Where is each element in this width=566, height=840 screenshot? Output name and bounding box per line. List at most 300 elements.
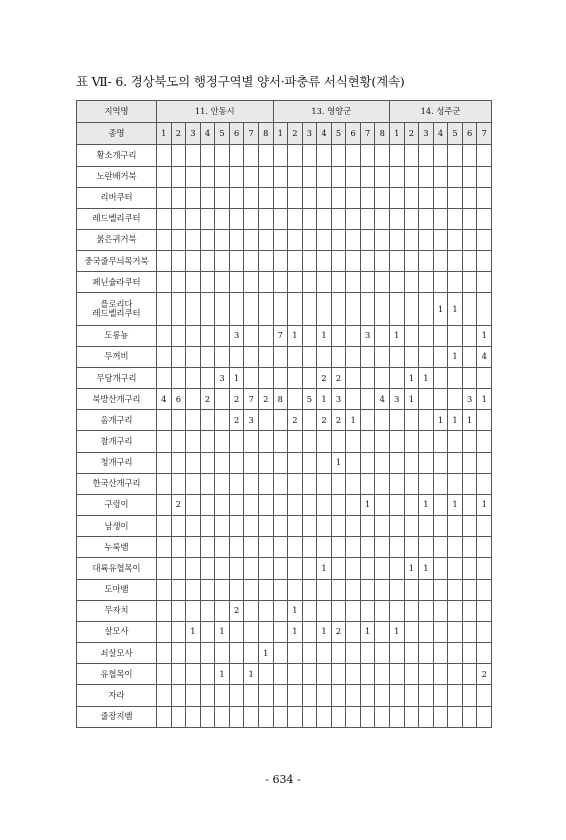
count-cell bbox=[186, 368, 201, 389]
species-name: 무당개구리 bbox=[77, 368, 157, 389]
count-cell bbox=[419, 346, 434, 367]
count-cell: 1 bbox=[448, 494, 463, 515]
count-cell bbox=[419, 145, 434, 166]
count-cell bbox=[462, 537, 477, 558]
count-cell bbox=[171, 685, 186, 706]
table-row bbox=[77, 558, 492, 579]
table-row bbox=[77, 452, 492, 473]
count-cell bbox=[200, 452, 215, 473]
count-cell bbox=[302, 579, 317, 600]
count-cell bbox=[273, 579, 288, 600]
table-row bbox=[77, 346, 492, 367]
count-cell bbox=[390, 516, 405, 537]
count-cell bbox=[390, 706, 405, 728]
count-cell bbox=[229, 187, 244, 208]
count-cell: 1 bbox=[390, 621, 405, 642]
species-name: 페닌슐라쿠터 bbox=[77, 272, 157, 293]
count-cell bbox=[157, 600, 172, 621]
count-cell bbox=[200, 664, 215, 685]
count-cell bbox=[433, 229, 448, 250]
count-cell bbox=[375, 145, 390, 166]
count-cell bbox=[462, 579, 477, 600]
count-cell: 1 bbox=[229, 368, 244, 389]
count-cell bbox=[419, 325, 434, 346]
count-cell bbox=[273, 706, 288, 728]
count-cell bbox=[302, 558, 317, 579]
count-cell bbox=[331, 251, 346, 272]
count-cell bbox=[375, 558, 390, 579]
column-number: 8 bbox=[375, 123, 390, 145]
count-cell bbox=[273, 368, 288, 389]
count-cell bbox=[360, 431, 375, 452]
count-cell bbox=[273, 516, 288, 537]
count-cell bbox=[360, 346, 375, 367]
count-cell bbox=[258, 293, 273, 325]
count-cell bbox=[288, 473, 303, 494]
count-cell bbox=[404, 187, 419, 208]
count-cell bbox=[288, 516, 303, 537]
count-cell bbox=[200, 208, 215, 229]
count-cell bbox=[171, 452, 186, 473]
column-number: 4 bbox=[433, 123, 448, 145]
count-cell bbox=[157, 494, 172, 515]
count-cell bbox=[317, 494, 332, 515]
habitat-table bbox=[76, 100, 492, 728]
count-cell bbox=[433, 516, 448, 537]
count-cell bbox=[448, 516, 463, 537]
count-cell bbox=[419, 643, 434, 664]
column-number: 2 bbox=[404, 123, 419, 145]
count-cell bbox=[375, 293, 390, 325]
count-cell bbox=[258, 473, 273, 494]
count-cell bbox=[433, 272, 448, 293]
table-row bbox=[77, 208, 492, 229]
count-cell bbox=[390, 431, 405, 452]
count-cell bbox=[186, 208, 201, 229]
count-cell: 1 bbox=[244, 664, 259, 685]
count-cell bbox=[171, 145, 186, 166]
count-cell bbox=[448, 251, 463, 272]
count-cell bbox=[404, 643, 419, 664]
count-cell bbox=[462, 664, 477, 685]
table-caption: 표 Ⅶ- 6. 경상북도의 행정구역별 양서·파충류 서식현황(계속) bbox=[76, 74, 405, 89]
species-name: 리버쿠터 bbox=[77, 187, 157, 208]
count-cell bbox=[244, 494, 259, 515]
count-cell bbox=[288, 389, 303, 410]
count-cell bbox=[186, 579, 201, 600]
count-cell bbox=[419, 272, 434, 293]
count-cell bbox=[302, 368, 317, 389]
count-cell bbox=[157, 452, 172, 473]
count-cell bbox=[375, 187, 390, 208]
count-cell bbox=[317, 579, 332, 600]
count-cell bbox=[302, 166, 317, 187]
count-cell bbox=[346, 452, 361, 473]
species-name: 북방산개구리 bbox=[77, 389, 157, 410]
column-number: 4 bbox=[200, 123, 215, 145]
count-cell bbox=[462, 706, 477, 728]
count-cell bbox=[360, 251, 375, 272]
count-cell bbox=[229, 664, 244, 685]
count-cell bbox=[404, 600, 419, 621]
count-cell bbox=[360, 473, 375, 494]
count-cell: 3 bbox=[215, 368, 230, 389]
count-cell bbox=[404, 685, 419, 706]
count-cell bbox=[302, 272, 317, 293]
count-cell: 1 bbox=[288, 325, 303, 346]
count-cell bbox=[229, 293, 244, 325]
species-name: 살모사 bbox=[77, 621, 157, 642]
count-cell bbox=[317, 272, 332, 293]
count-cell bbox=[157, 293, 172, 325]
column-number: 7 bbox=[477, 123, 492, 145]
count-cell bbox=[419, 431, 434, 452]
count-cell bbox=[419, 410, 434, 431]
count-cell bbox=[258, 516, 273, 537]
count-cell bbox=[229, 272, 244, 293]
count-cell bbox=[200, 537, 215, 558]
count-cell bbox=[302, 452, 317, 473]
count-cell bbox=[360, 452, 375, 473]
count-cell bbox=[288, 431, 303, 452]
species-name: 쇠살모사 bbox=[77, 643, 157, 664]
count-cell: 1 bbox=[419, 368, 434, 389]
count-cell bbox=[477, 516, 492, 537]
count-cell bbox=[215, 251, 230, 272]
table-row bbox=[77, 251, 492, 272]
count-cell bbox=[375, 579, 390, 600]
count-cell bbox=[171, 272, 186, 293]
count-cell bbox=[215, 685, 230, 706]
count-cell bbox=[433, 537, 448, 558]
count-cell bbox=[477, 452, 492, 473]
count-cell bbox=[390, 272, 405, 293]
count-cell bbox=[215, 389, 230, 410]
count-cell bbox=[317, 346, 332, 367]
count-cell: 3 bbox=[390, 389, 405, 410]
count-cell bbox=[390, 558, 405, 579]
count-cell bbox=[346, 346, 361, 367]
count-cell: 1 bbox=[288, 621, 303, 642]
count-cell bbox=[288, 494, 303, 515]
count-cell bbox=[288, 346, 303, 367]
count-cell: 1 bbox=[448, 346, 463, 367]
count-cell bbox=[448, 452, 463, 473]
count-cell: 1 bbox=[390, 325, 405, 346]
count-cell bbox=[186, 346, 201, 367]
count-cell bbox=[390, 368, 405, 389]
count-cell: 2 bbox=[200, 389, 215, 410]
count-cell bbox=[229, 208, 244, 229]
count-cell bbox=[273, 145, 288, 166]
count-cell bbox=[477, 643, 492, 664]
count-cell bbox=[229, 346, 244, 367]
count-cell bbox=[390, 452, 405, 473]
count-cell bbox=[462, 452, 477, 473]
count-cell bbox=[346, 494, 361, 515]
count-cell bbox=[200, 494, 215, 515]
count-cell bbox=[433, 145, 448, 166]
count-cell bbox=[360, 600, 375, 621]
count-cell bbox=[433, 325, 448, 346]
count-cell bbox=[215, 706, 230, 728]
count-cell bbox=[288, 166, 303, 187]
count-cell bbox=[215, 346, 230, 367]
count-cell bbox=[157, 537, 172, 558]
count-cell bbox=[171, 516, 186, 537]
count-cell bbox=[390, 187, 405, 208]
count-cell bbox=[375, 516, 390, 537]
count-cell bbox=[375, 431, 390, 452]
count-cell bbox=[200, 621, 215, 642]
count-cell bbox=[346, 473, 361, 494]
count-cell bbox=[302, 187, 317, 208]
count-cell bbox=[346, 325, 361, 346]
count-cell bbox=[404, 494, 419, 515]
count-cell bbox=[448, 579, 463, 600]
count-cell bbox=[244, 643, 259, 664]
count-cell bbox=[462, 166, 477, 187]
count-cell bbox=[244, 621, 259, 642]
count-cell bbox=[229, 494, 244, 515]
count-cell bbox=[215, 643, 230, 664]
count-cell: 7 bbox=[244, 389, 259, 410]
count-cell bbox=[346, 516, 361, 537]
count-cell bbox=[462, 368, 477, 389]
count-cell bbox=[200, 272, 215, 293]
count-cell bbox=[273, 537, 288, 558]
column-number: 3 bbox=[419, 123, 434, 145]
count-cell bbox=[229, 145, 244, 166]
count-cell bbox=[244, 325, 259, 346]
count-cell bbox=[186, 452, 201, 473]
count-cell bbox=[404, 516, 419, 537]
count-cell bbox=[157, 621, 172, 642]
count-cell bbox=[419, 516, 434, 537]
count-cell bbox=[448, 229, 463, 250]
count-cell bbox=[462, 346, 477, 367]
count-cell bbox=[157, 166, 172, 187]
count-cell bbox=[433, 600, 448, 621]
count-cell: 2 bbox=[331, 410, 346, 431]
count-cell bbox=[215, 410, 230, 431]
count-cell bbox=[390, 346, 405, 367]
table-row bbox=[77, 643, 492, 664]
table-row bbox=[77, 389, 492, 410]
count-cell: 1 bbox=[346, 410, 361, 431]
count-cell bbox=[273, 229, 288, 250]
count-cell bbox=[477, 473, 492, 494]
table-row bbox=[77, 272, 492, 293]
count-cell bbox=[433, 643, 448, 664]
count-cell bbox=[171, 368, 186, 389]
count-cell bbox=[317, 145, 332, 166]
count-cell bbox=[433, 452, 448, 473]
column-number: 3 bbox=[302, 123, 317, 145]
count-cell bbox=[157, 251, 172, 272]
corner-species-label: 종명 bbox=[77, 123, 157, 145]
count-cell bbox=[462, 272, 477, 293]
count-cell bbox=[375, 685, 390, 706]
count-cell bbox=[360, 389, 375, 410]
count-cell bbox=[215, 558, 230, 579]
column-number: 5 bbox=[331, 123, 346, 145]
count-cell bbox=[346, 579, 361, 600]
count-cell bbox=[462, 516, 477, 537]
column-number: 6 bbox=[346, 123, 361, 145]
count-cell bbox=[215, 431, 230, 452]
count-cell bbox=[215, 166, 230, 187]
species-name: 한국산개구리 bbox=[77, 473, 157, 494]
count-cell bbox=[448, 389, 463, 410]
count-cell bbox=[215, 494, 230, 515]
count-cell bbox=[215, 537, 230, 558]
count-cell bbox=[404, 537, 419, 558]
count-cell bbox=[419, 621, 434, 642]
count-cell bbox=[186, 473, 201, 494]
count-cell: 2 bbox=[317, 368, 332, 389]
count-cell bbox=[171, 166, 186, 187]
count-cell bbox=[244, 473, 259, 494]
count-cell bbox=[433, 389, 448, 410]
count-cell bbox=[302, 431, 317, 452]
count-cell bbox=[186, 643, 201, 664]
count-cell bbox=[360, 664, 375, 685]
count-cell bbox=[215, 516, 230, 537]
count-cell bbox=[477, 410, 492, 431]
count-cell bbox=[331, 431, 346, 452]
count-cell bbox=[433, 494, 448, 515]
count-cell bbox=[477, 706, 492, 728]
count-cell bbox=[375, 325, 390, 346]
count-cell bbox=[258, 325, 273, 346]
count-cell bbox=[288, 452, 303, 473]
count-cell bbox=[331, 293, 346, 325]
count-cell bbox=[419, 187, 434, 208]
count-cell bbox=[186, 537, 201, 558]
count-cell bbox=[477, 600, 492, 621]
count-cell bbox=[375, 410, 390, 431]
count-cell bbox=[273, 431, 288, 452]
count-cell bbox=[433, 473, 448, 494]
species-name: 무자치 bbox=[77, 600, 157, 621]
species-name: 구렁이 bbox=[77, 494, 157, 515]
count-cell bbox=[302, 516, 317, 537]
count-cell bbox=[404, 208, 419, 229]
count-cell bbox=[157, 187, 172, 208]
count-cell bbox=[215, 600, 230, 621]
count-cell bbox=[477, 145, 492, 166]
count-cell bbox=[462, 293, 477, 325]
count-cell bbox=[171, 293, 186, 325]
count-cell bbox=[317, 537, 332, 558]
count-cell bbox=[360, 272, 375, 293]
count-cell bbox=[186, 558, 201, 579]
count-cell bbox=[229, 579, 244, 600]
count-cell bbox=[273, 685, 288, 706]
species-name: 노란배거북 bbox=[77, 166, 157, 187]
species-name: 대륙유혈목이 bbox=[77, 558, 157, 579]
count-cell bbox=[477, 293, 492, 325]
count-cell: 1 bbox=[448, 293, 463, 325]
count-cell bbox=[462, 600, 477, 621]
count-cell bbox=[390, 229, 405, 250]
count-cell bbox=[200, 431, 215, 452]
count-cell bbox=[258, 452, 273, 473]
count-cell bbox=[375, 166, 390, 187]
column-number: 6 bbox=[229, 123, 244, 145]
count-cell: 2 bbox=[288, 410, 303, 431]
count-cell bbox=[477, 431, 492, 452]
count-cell bbox=[244, 208, 259, 229]
count-cell bbox=[200, 229, 215, 250]
count-cell bbox=[302, 685, 317, 706]
count-cell bbox=[360, 229, 375, 250]
count-cell: 3 bbox=[229, 325, 244, 346]
count-cell bbox=[288, 685, 303, 706]
count-cell bbox=[477, 621, 492, 642]
count-cell bbox=[462, 621, 477, 642]
count-cell bbox=[433, 621, 448, 642]
count-cell: 1 bbox=[215, 621, 230, 642]
count-cell bbox=[448, 685, 463, 706]
count-cell bbox=[433, 251, 448, 272]
count-cell bbox=[244, 558, 259, 579]
count-cell bbox=[317, 516, 332, 537]
count-cell bbox=[302, 664, 317, 685]
count-cell bbox=[477, 251, 492, 272]
count-cell bbox=[331, 229, 346, 250]
header-number-row bbox=[77, 123, 492, 145]
count-cell bbox=[171, 251, 186, 272]
count-cell bbox=[200, 600, 215, 621]
count-cell bbox=[273, 272, 288, 293]
count-cell bbox=[404, 251, 419, 272]
count-cell bbox=[258, 346, 273, 367]
count-cell bbox=[215, 145, 230, 166]
count-cell bbox=[288, 145, 303, 166]
count-cell bbox=[288, 229, 303, 250]
count-cell bbox=[200, 473, 215, 494]
count-cell bbox=[258, 600, 273, 621]
species-name: 레드벨리쿠터 bbox=[77, 208, 157, 229]
count-cell bbox=[171, 187, 186, 208]
count-cell bbox=[317, 600, 332, 621]
species-name: 참개구리 bbox=[77, 431, 157, 452]
count-cell bbox=[215, 293, 230, 325]
count-cell bbox=[346, 389, 361, 410]
count-cell bbox=[477, 579, 492, 600]
count-cell bbox=[375, 494, 390, 515]
count-cell: 2 bbox=[229, 410, 244, 431]
count-cell bbox=[419, 685, 434, 706]
count-cell bbox=[360, 516, 375, 537]
count-cell bbox=[419, 537, 434, 558]
species-name: 자라 bbox=[77, 685, 157, 706]
count-cell bbox=[346, 251, 361, 272]
count-cell: 1 bbox=[433, 410, 448, 431]
count-cell bbox=[215, 579, 230, 600]
count-cell bbox=[448, 208, 463, 229]
count-cell bbox=[302, 643, 317, 664]
count-cell bbox=[171, 208, 186, 229]
count-cell: 3 bbox=[244, 410, 259, 431]
count-cell bbox=[448, 145, 463, 166]
column-number: 7 bbox=[360, 123, 375, 145]
count-cell bbox=[215, 229, 230, 250]
count-cell bbox=[404, 664, 419, 685]
count-cell bbox=[229, 251, 244, 272]
